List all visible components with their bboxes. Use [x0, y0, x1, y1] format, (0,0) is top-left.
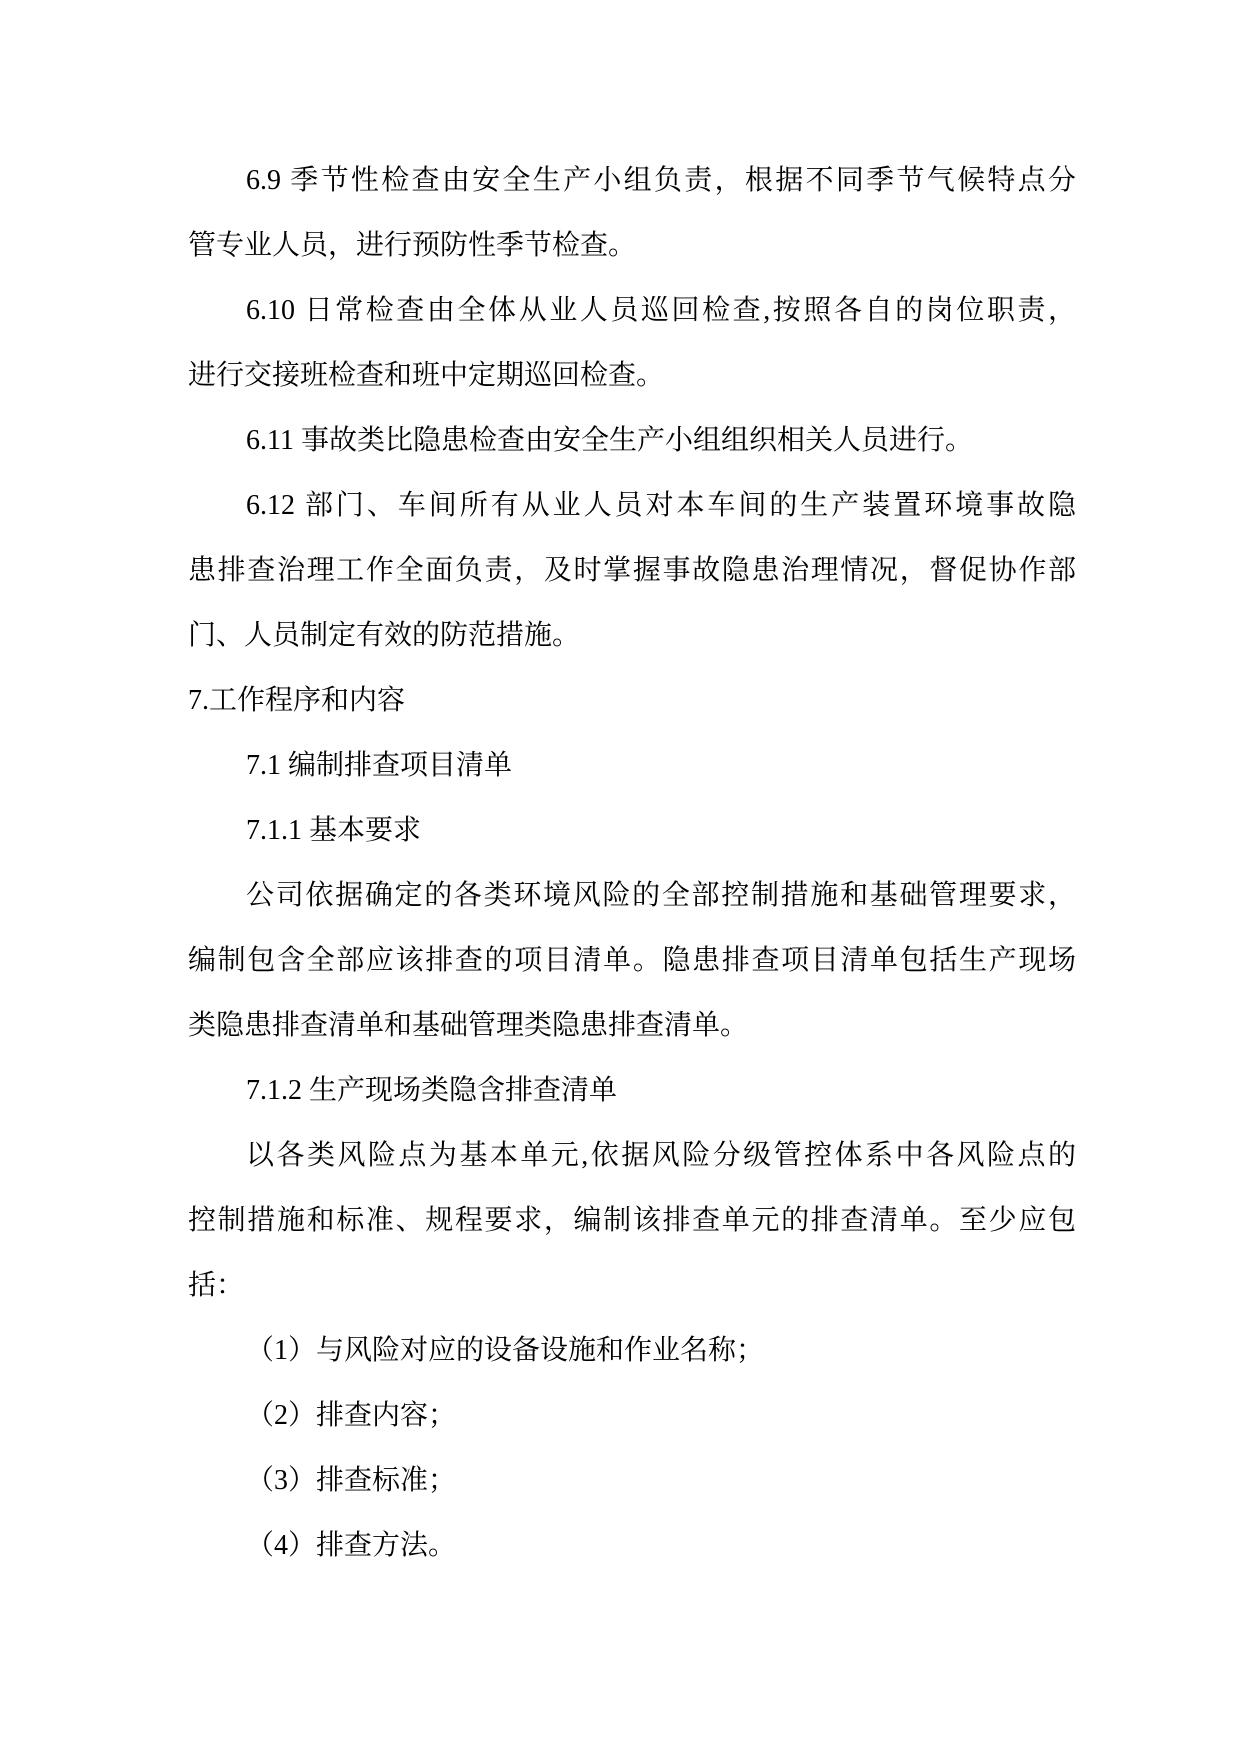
heading-7-1-2 [188, 1058, 1076, 1123]
text-line: 类隐患排查清单和基础管理类隐患排查清单。 [188, 1010, 749, 1041]
text-line: 患排查治理工作全面负责，及时掌握事故隐患治理情况，督促协作部 [188, 555, 1076, 586]
text-line: 控制措施和标准、规程要求，编制该排查单元的排查清单。至少应包 [188, 1205, 1076, 1236]
paragraph-checklist-unit [188, 1123, 1076, 1318]
list-item-4 [188, 1513, 1076, 1578]
paragraph-6-12 [188, 473, 1076, 668]
text-line: 6.10 日常检查由全体从业人员巡回检查,按照各自的岗位职责， [246, 295, 1076, 326]
paragraph-6-10 [188, 278, 1076, 408]
list-item-1 [188, 1318, 1076, 1383]
text-line: 7.工作程序和内容 [188, 685, 406, 716]
text-line: 7.1.1 基本要求 [246, 815, 422, 846]
heading-7 [188, 668, 1076, 733]
text-line: 7.1 编制排查项目清单 [246, 750, 513, 781]
text-line: （4）排查方法。 [246, 1530, 457, 1561]
heading-7-1-1 [188, 798, 1076, 863]
text-line: 进行交接班检查和班中定期巡回检查。 [188, 360, 665, 391]
list-item-3 [188, 1448, 1076, 1513]
text-line: （3）排查标准； [246, 1465, 457, 1496]
heading-7-1 [188, 733, 1076, 798]
text-line: 括： [188, 1270, 245, 1301]
text-line: 6.9 季节性检查由安全生产小组负责，根据不同季节气候特点分 [246, 165, 1076, 196]
list-item-2 [188, 1383, 1076, 1448]
paragraph-basic-requirements [188, 863, 1076, 1058]
text-line: 编制包含全部应该排查的项目清单。隐患排查项目清单包括生产现场 [188, 945, 1076, 976]
text-line: 管专业人员，进行预防性季节检查。 [188, 230, 637, 261]
text-line: （2）排查内容； [246, 1400, 457, 1431]
text-line: 门、人员制定有效的防范措施。 [188, 620, 581, 651]
text-line: 7.1.2 生产现场类隐含排查清单 [246, 1075, 618, 1106]
document-body [188, 148, 1076, 1578]
text-line: 6.12 部门、车间所有从业人员对本车间的生产装置环境事故隐 [246, 490, 1076, 521]
text-line: （1）与风险对应的设备设施和作业名称； [246, 1335, 765, 1366]
paragraph-6-11 [188, 408, 1076, 473]
text-line: 以各类风险点为基本单元,依据风险分级管控体系中各风险点的 [246, 1140, 1076, 1171]
text-line: 公司依据确定的各类环境风险的全部控制措施和基础管理要求， [246, 880, 1076, 911]
paragraph-6-9 [188, 148, 1076, 278]
text-line: 6.11 事故类比隐患检查由安全生产小组组织相关人员进行。 [246, 425, 973, 456]
